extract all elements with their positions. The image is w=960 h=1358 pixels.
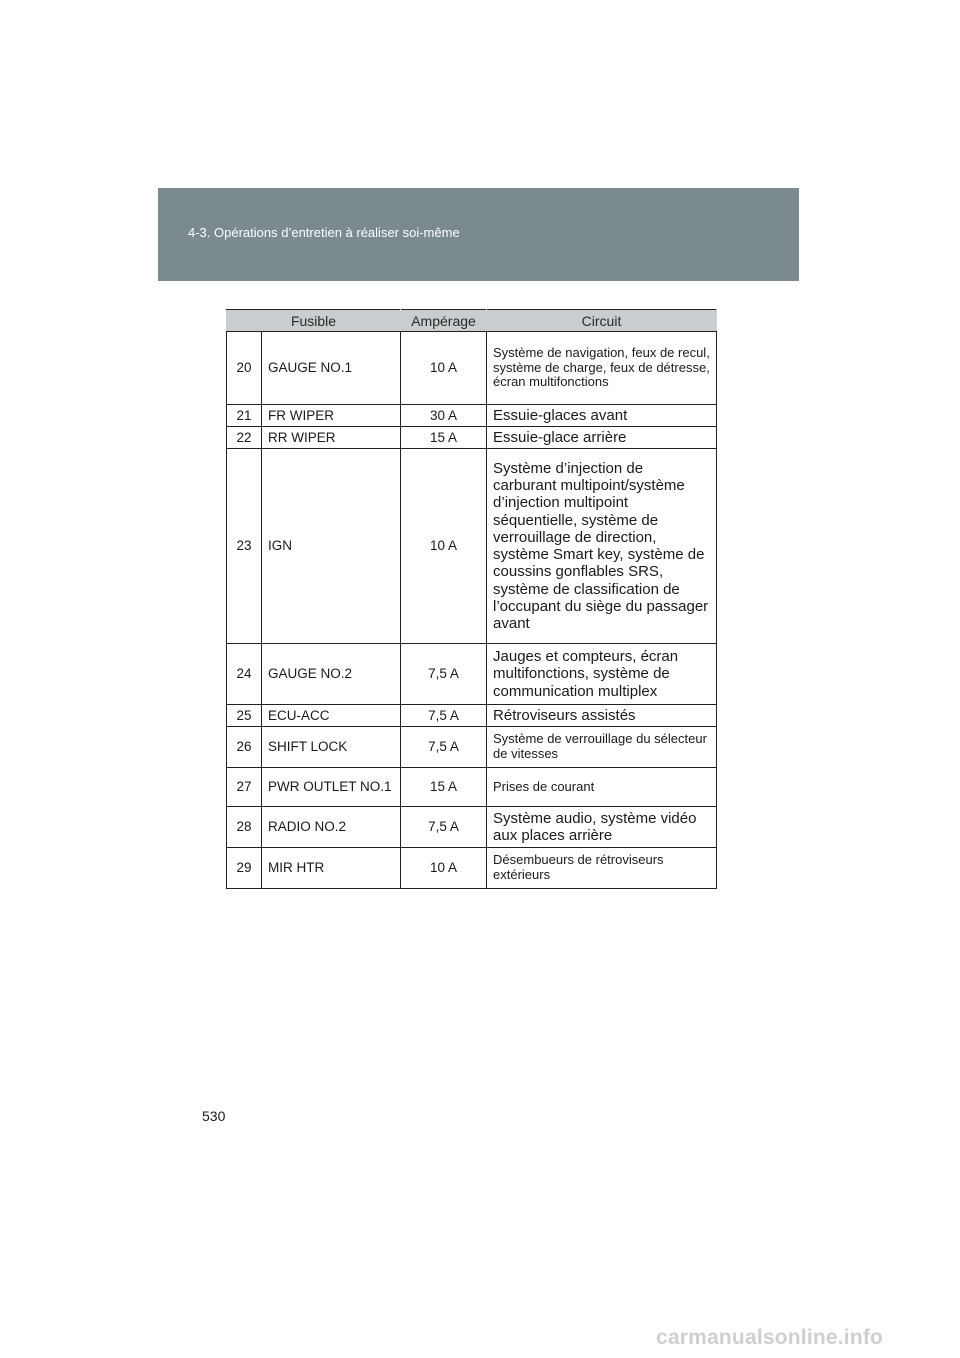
fuse-number: 23 — [227, 449, 262, 644]
table-row — [227, 727, 717, 768]
fuse-name: PWR OUTLET NO.1 — [262, 768, 401, 807]
fuse-amperage: 10 A — [401, 848, 487, 889]
table-header-row — [227, 310, 717, 332]
table-row — [227, 427, 717, 449]
section-header — [158, 188, 799, 281]
table-row — [227, 449, 717, 644]
fuse-amperage: 30 A — [401, 405, 487, 427]
fuse-number: 28 — [227, 807, 262, 848]
fuse-amperage: 7,5 A — [401, 705, 487, 727]
section-title: 4-3. Opérations d’entretien à réaliser soi-même — [188, 225, 460, 240]
fuse-name: FR WIPER — [262, 405, 401, 427]
column-header-circuit: Circuit — [487, 310, 717, 332]
fuse-name: RR WIPER — [262, 427, 401, 449]
fuse-circuit: Système audio, système vidéo aux places arrière — [487, 807, 717, 848]
fuse-circuit: Essuie-glaces avant — [487, 405, 717, 427]
fuse-amperage: 7,5 A — [401, 644, 487, 705]
fuse-amperage: 15 A — [401, 768, 487, 807]
table-row — [227, 807, 717, 848]
fuse-amperage: 7,5 A — [401, 727, 487, 768]
table-row — [227, 768, 717, 807]
table-row — [227, 705, 717, 727]
fuse-number: 24 — [227, 644, 262, 705]
column-header-amperage: Ampérage — [401, 310, 487, 332]
fuse-number: 25 — [227, 705, 262, 727]
table-row — [227, 848, 717, 889]
fuse-name: GAUGE NO.2 — [262, 644, 401, 705]
fuse-number: 29 — [227, 848, 262, 889]
fuse-number: 22 — [227, 427, 262, 449]
fuse-circuit: Rétroviseurs assistés — [487, 705, 717, 727]
fuse-circuit: Système d’injection de carburant multipoint/système d’injection multipoint séquentielle, système de verrouillage de direction, système Smart key, système de coussins gonflables SRS, système de classification de l’occupant du siège du passager avant — [487, 449, 717, 644]
fuse-number: 21 — [227, 405, 262, 427]
column-header-fusible: Fusible — [227, 310, 401, 332]
watermark-text: carmanualsonline.info — [656, 1326, 884, 1349]
fuse-number: 20 — [227, 332, 262, 405]
fuse-amperage: 10 A — [401, 332, 487, 405]
fuse-circuit: Prises de courant — [487, 768, 717, 807]
table-row — [227, 644, 717, 705]
table-row — [227, 405, 717, 427]
fuse-amperage: 15 A — [401, 427, 487, 449]
fuse-name: ECU-ACC — [262, 705, 401, 727]
table-row — [227, 332, 717, 405]
fuse-circuit: Essuie-glace arrière — [487, 427, 717, 449]
fuse-name: SHIFT LOCK — [262, 727, 401, 768]
fuse-name: GAUGE NO.1 — [262, 332, 401, 405]
fuse-circuit: Système de verrouillage du sélecteur de vitesses — [487, 727, 717, 768]
fuse-number: 26 — [227, 727, 262, 768]
fuse-name: RADIO NO.2 — [262, 807, 401, 848]
fuse-name: MIR HTR — [262, 848, 401, 889]
fuse-number: 27 — [227, 768, 262, 807]
fuse-amperage: 10 A — [401, 449, 487, 644]
fuse-amperage: 7,5 A — [401, 807, 487, 848]
fuse-table — [226, 309, 717, 889]
page-number: 530 — [202, 1108, 226, 1124]
fuse-circuit: Désembueurs de rétroviseurs extérieurs — [487, 848, 717, 889]
fuse-circuit: Jauges et compteurs, écran multifonctions, système de communication multiplex — [487, 644, 717, 705]
fuse-circuit: Système de navigation, feux de recul, système de charge, feux de détresse, écran multifonctions — [487, 332, 717, 405]
fuse-name: IGN — [262, 449, 401, 644]
